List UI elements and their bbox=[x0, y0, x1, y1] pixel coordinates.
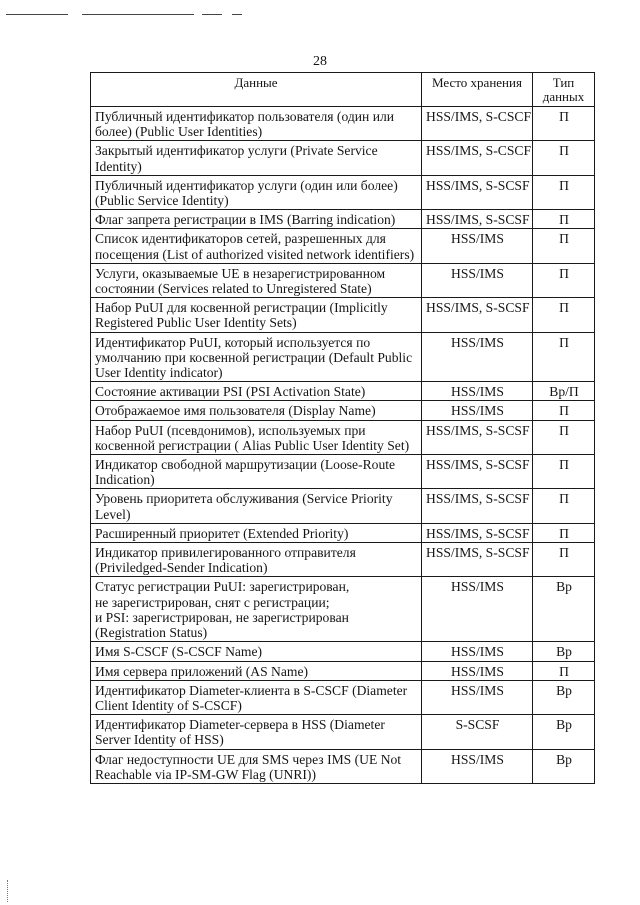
cell-storage: HSS/IMS bbox=[422, 263, 533, 297]
table-row bbox=[91, 749, 595, 783]
cell-storage: HSS/IMS, S-CSCF bbox=[422, 107, 533, 141]
header-type: Тип данных bbox=[533, 73, 595, 107]
cell-storage: HSS/IMS, S-SCSF bbox=[422, 175, 533, 209]
cell-type: П bbox=[533, 229, 595, 263]
cell-storage: HSS/IMS bbox=[422, 332, 533, 382]
table-row bbox=[91, 298, 595, 332]
table-header-row bbox=[91, 73, 595, 107]
cell-data: Имя сервера приложений (AS Name) bbox=[91, 661, 422, 680]
table-row bbox=[91, 332, 595, 382]
cell-type: П bbox=[533, 455, 595, 489]
cell-storage: HSS/IMS, S-SCSF bbox=[422, 420, 533, 454]
cell-data: Имя S-CSCF (S-CSCF Name) bbox=[91, 642, 422, 661]
table-row bbox=[91, 455, 595, 489]
table-row bbox=[91, 577, 595, 642]
table-row bbox=[91, 401, 595, 420]
cell-storage: HSS/IMS, S-CSCF bbox=[422, 141, 533, 175]
cell-storage: HSS/IMS bbox=[422, 229, 533, 263]
cell-data: Уровень приоритета обслуживания (Service Priority Level) bbox=[91, 489, 422, 523]
cell-data: Флаг запрета регистрации в IMS (Barring indication) bbox=[91, 210, 422, 229]
data-storage-table bbox=[90, 72, 595, 784]
table-row bbox=[91, 680, 595, 714]
table-row bbox=[91, 141, 595, 175]
table-row bbox=[91, 229, 595, 263]
cell-storage: HSS/IMS bbox=[422, 382, 533, 401]
table-row bbox=[91, 543, 595, 577]
table-row bbox=[91, 642, 595, 661]
cell-data: Услуги, оказываемые UE в незарегистрированном состоянии (Services related to Unregistered State) bbox=[91, 263, 422, 297]
table-row bbox=[91, 420, 595, 454]
cell-storage: HSS/IMS, S-SCSF bbox=[422, 210, 533, 229]
table-row bbox=[91, 715, 595, 749]
cell-data: Идентификатор PuUI, который используется по умолчанию при косвенной регистрации (Default Public User Identity indicator) bbox=[91, 332, 422, 382]
table-row bbox=[91, 489, 595, 523]
cell-data: Идентификатор Diameter-сервера в HSS (Diameter Server Identity of HSS) bbox=[91, 715, 422, 749]
page-number: 28 bbox=[313, 54, 327, 69]
cell-storage: HSS/IMS bbox=[422, 749, 533, 783]
cell-storage: HSS/IMS bbox=[422, 642, 533, 661]
cell-data: Набор PuUI (псевдонимов), используемых при косвенной регистрации ( Alias Public User Identity Set) bbox=[91, 420, 422, 454]
cell-type: Вр bbox=[533, 715, 595, 749]
scan-margin-marks bbox=[7, 880, 10, 902]
cell-type: Вр bbox=[533, 749, 595, 783]
cell-storage: HSS/IMS bbox=[422, 401, 533, 420]
cell-data: Расширенный приоритет (Extended Priority) bbox=[91, 523, 422, 542]
cell-storage: HSS/IMS, S-SCSF bbox=[422, 489, 533, 523]
table-row bbox=[91, 107, 595, 141]
cell-storage: HSS/IMS bbox=[422, 577, 533, 642]
cell-type: П bbox=[533, 107, 595, 141]
cell-data: Публичный идентификатор услуги (один или более) (Public Service Identity) bbox=[91, 175, 422, 209]
cell-storage: HSS/IMS, S-SCSF bbox=[422, 455, 533, 489]
cell-storage: HSS/IMS, S-SCSF bbox=[422, 543, 533, 577]
table-row bbox=[91, 175, 595, 209]
table-row bbox=[91, 263, 595, 297]
cell-data: Список идентификаторов сетей, разрешенных для посещения (List of authorized visited network identifiers) bbox=[91, 229, 422, 263]
cell-type: П bbox=[533, 661, 595, 680]
cell-type: П bbox=[533, 489, 595, 523]
cell-type: П bbox=[533, 332, 595, 382]
table-row bbox=[91, 382, 595, 401]
cell-storage: HSS/IMS bbox=[422, 680, 533, 714]
cell-data: Состояние активации PSI (PSI Activation State) bbox=[91, 382, 422, 401]
cell-type: Вр bbox=[533, 577, 595, 642]
cell-type: П bbox=[533, 175, 595, 209]
cell-type: Вр bbox=[533, 680, 595, 714]
cell-type: Вр/П bbox=[533, 382, 595, 401]
cell-storage: HSS/IMS, S-SCSF bbox=[422, 523, 533, 542]
cell-type: П bbox=[533, 141, 595, 175]
cell-storage: HSS/IMS, S-SCSF bbox=[422, 298, 533, 332]
scan-header-marks bbox=[0, 14, 300, 18]
cell-type: П bbox=[533, 523, 595, 542]
cell-data: Индикатор привилегированного отправителя (Priviledged-Sender Indication) bbox=[91, 543, 422, 577]
table-row bbox=[91, 210, 595, 229]
cell-type: Вр bbox=[533, 642, 595, 661]
cell-type: П bbox=[533, 420, 595, 454]
cell-data: Закрытый идентификатор услуги (Private Service Identity) bbox=[91, 141, 422, 175]
cell-storage: HSS/IMS bbox=[422, 661, 533, 680]
cell-data: Набор PuUI для косвенной регистрации (Implicitly Registered Public User Identity Sets) bbox=[91, 298, 422, 332]
cell-data: Публичный идентификатор пользователя (один или более) (Public User Identities) bbox=[91, 107, 422, 141]
cell-type: П bbox=[533, 263, 595, 297]
cell-data: Статус регистрации PuUI: зарегистрирован, не зарегистрирован, снят с регистрации; и PSI: зарегистрирован, не зарегистрирован (Registration Status) bbox=[91, 577, 422, 642]
cell-data: Индикатор свободной маршрутизации (Loose-Route Indication) bbox=[91, 455, 422, 489]
cell-type: П bbox=[533, 298, 595, 332]
cell-type: П bbox=[533, 401, 595, 420]
cell-storage: S-SCSF bbox=[422, 715, 533, 749]
table-row bbox=[91, 523, 595, 542]
header-data: Данные bbox=[91, 73, 422, 107]
cell-data: Флаг недоступности UE для SMS через IMS (UE Not Reachable via IP-SM-GW Flag (UNRI)) bbox=[91, 749, 422, 783]
table-row bbox=[91, 661, 595, 680]
cell-data: Отображаемое имя пользователя (Display Name) bbox=[91, 401, 422, 420]
cell-type: П bbox=[533, 210, 595, 229]
header-storage: Место хранения bbox=[422, 73, 533, 107]
cell-data: Идентификатор Diameter-клиента в S-CSCF (Diameter Client Identity of S-CSCF) bbox=[91, 680, 422, 714]
cell-type: П bbox=[533, 543, 595, 577]
